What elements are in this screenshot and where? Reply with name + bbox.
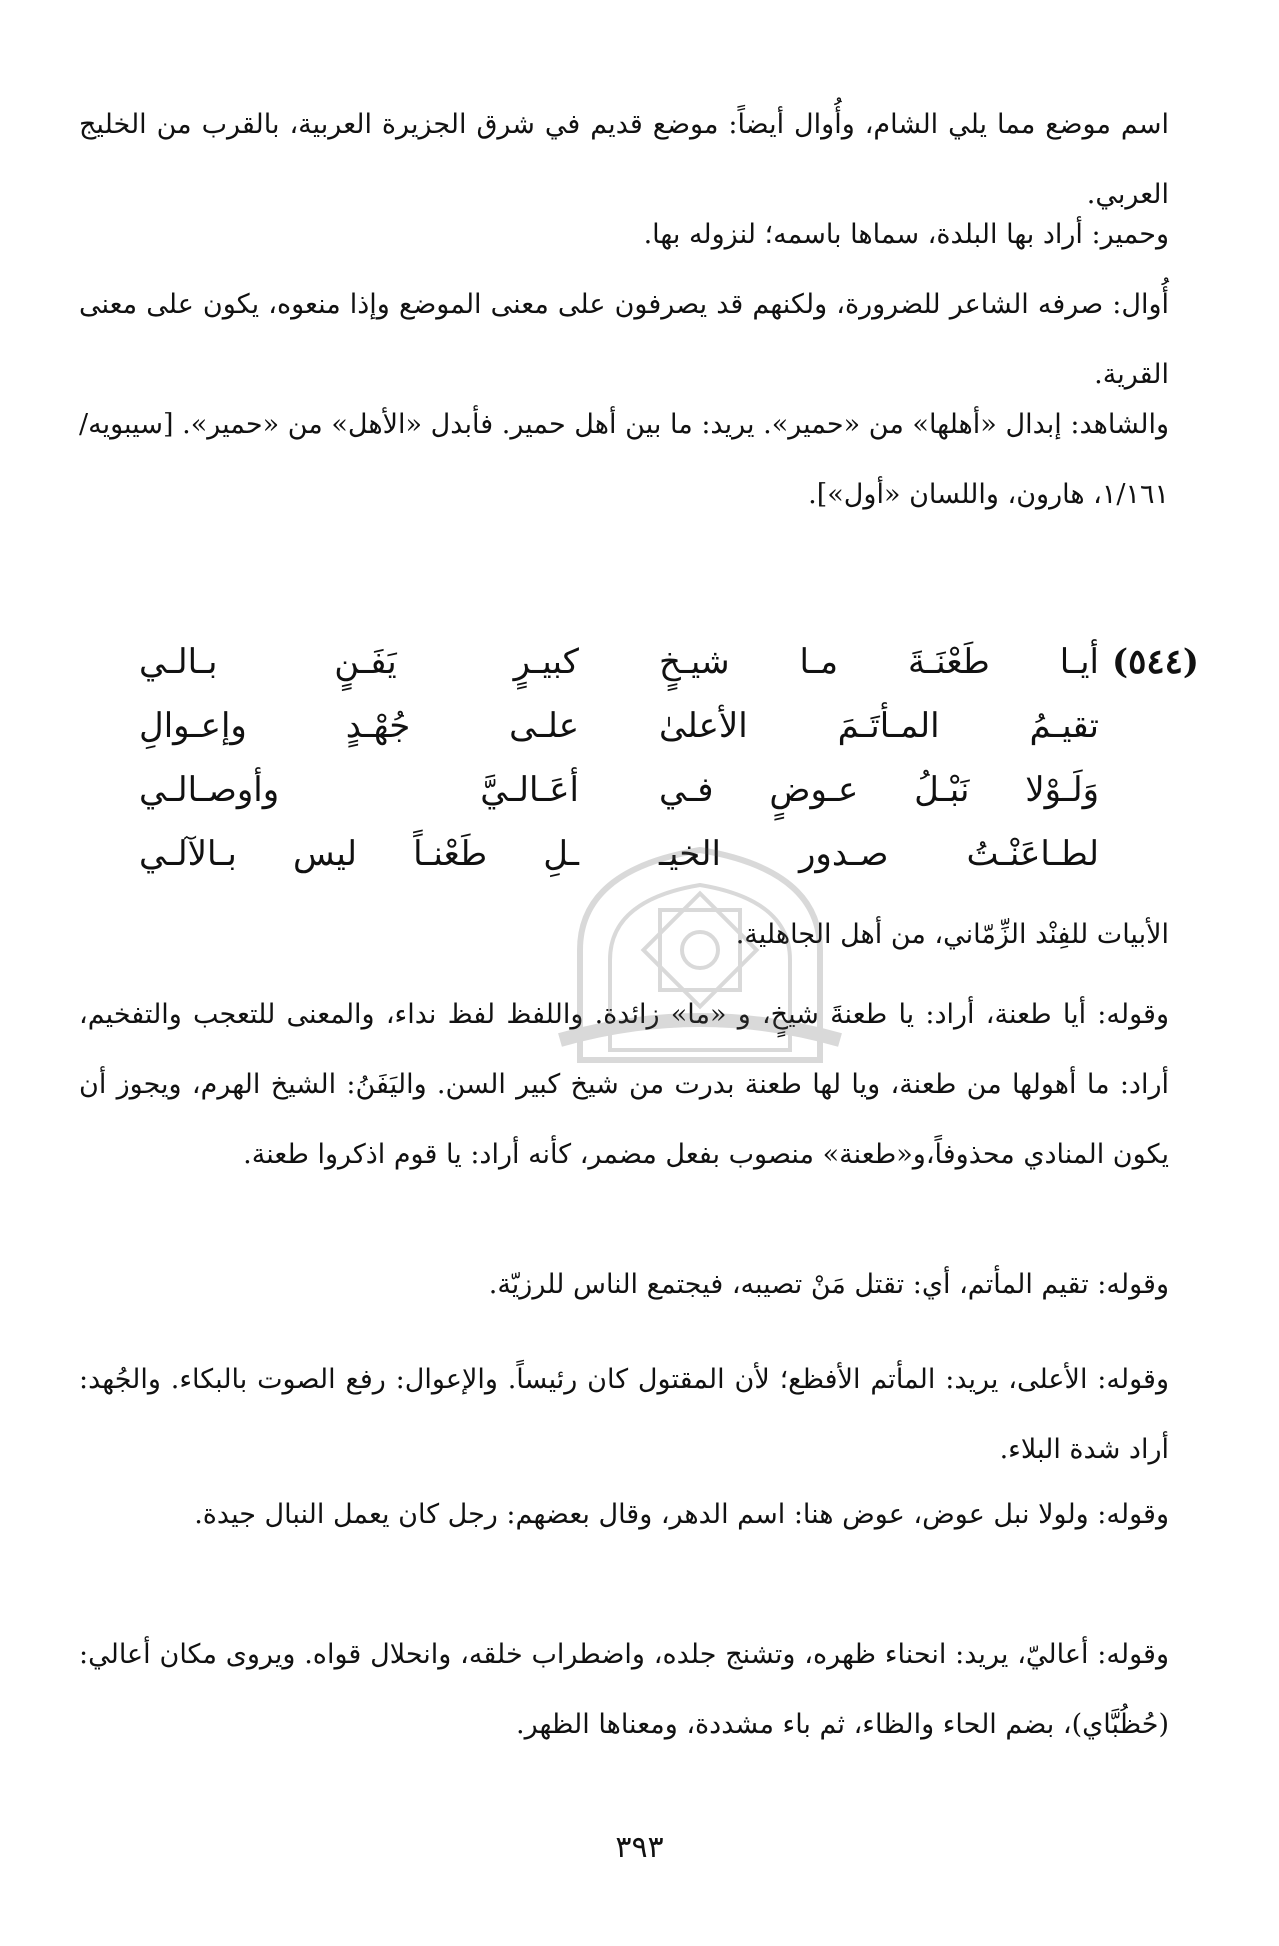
- verse-1-second-hemistich: كبيـرٍ يَفَـنٍ بـالـي: [139, 642, 579, 682]
- verse-4-first-hemistich: لطـاعَنْـتُ صـدور الخيـ: [659, 834, 1099, 874]
- paragraph-nabl-awad: وقوله: ولولا نبل عوض، عوض هنا: اسم الدهر، وقال بعضهم: رجل كان يعمل النبال جيدة.: [194, 1499, 1169, 1530]
- verse-3-first-hemistich: وَلَـوْلا نَبْـلُ عـوضٍ فـي: [659, 770, 1099, 810]
- library-stamp-watermark: [540, 830, 860, 1090]
- verse-2-first-hemistich: تقيـمُ المـأتَـمَ الأعلىٰ: [659, 706, 1099, 746]
- paragraph-awal-declension: أُوال: صرفه الشاعر للضرورة، ولكنهم قد يصرفون على معنى الموضع وإذا منعوه، يكون على معنى القرية.: [79, 289, 1169, 390]
- poem-verse-2: [79, 694, 1199, 758]
- poem-number: (٥٤٤): [1112, 642, 1199, 682]
- paragraph-ayya-tanatan: وقوله: أيا طعنة، أراد: يا طعنةَ شيخٍ، و «ما» زائدة. واللفظ لفظ نداء، والمعنى للتعجب والتفخيم، أراد: ما أهولها من طعنة، ويا لها طعنة بدرت من شيخ كبير السن. واليَفَنُ: الشيخ الهرم، ويجوز أن يكون المنادي محذوفاً،و«طعنة» منصوب بفعل مضمر، كأنه أراد: يا قوم اذكروا طعنة.: [79, 999, 1169, 1170]
- paragraph-al-aala: وقوله: الأعلى، يريد: المأتم الأفظع؛ لأن المقتول كان رئيساً. والإعوال: رفع الصوت بالبكاء. والجُهد: أراد شدة البلاء.: [79, 1364, 1169, 1465]
- paragraph-tuqim-al-maatam: وقوله: تقيم المأتم، أي: تقتل مَنْ تصيبه، فيجتمع الناس للرزيّة.: [488, 1269, 1169, 1300]
- paragraph-shahid: والشاهد: إبدال «أهلها» من «حمير». يريد: ما بين أهل حمير. فأبدل «الأهل» من «حمير». [سيبويه/١/١٦١، هارون، واللسان «أول»].: [79, 409, 1169, 510]
- paragraph-himyar: وحمير: أراد بها البلدة، سماها باسمه؛ لنزوله بها.: [643, 219, 1169, 250]
- paragraph-awal-location: اسم موضع مما يلي الشام، وأُوال أيضاً: موضع قديم في شرق الجزيرة العربية، بالقرب من الخليج العربي.: [79, 109, 1169, 210]
- poem-verse-1: [79, 630, 1199, 694]
- verse-2-second-hemistich: علـى جُهْـدٍ وإعـوالِ: [139, 706, 579, 746]
- verse-4-second-hemistich: ـلِ طَعْنـاً ليس بـالآلـي: [139, 834, 579, 874]
- verse-3-second-hemistich: أعَـالـيَّ وأوصـالـي: [139, 770, 579, 810]
- paragraph-attribution: الأبيات للفِنْد الزِّمّاني، من أهل الجاهلية.: [735, 919, 1169, 950]
- page-number: ٣٩٣: [615, 1830, 664, 1865]
- paragraph-aaali: وقوله: أعاليّ، يريد: انحناء ظهره، وتشنج جلده، واضطراب خلقه، وانحلال قواه. ويروى مكان أعالي: (حُظُبَّاي)، بضم الحاء والظاء، ثم باء مشددة، ومعناها الظهر.: [79, 1639, 1169, 1740]
- verse-1-first-hemistich: أيـا طَعْنَـةَ مـا شيـخٍ: [659, 642, 1099, 682]
- poem-verse-3: [79, 758, 1199, 822]
